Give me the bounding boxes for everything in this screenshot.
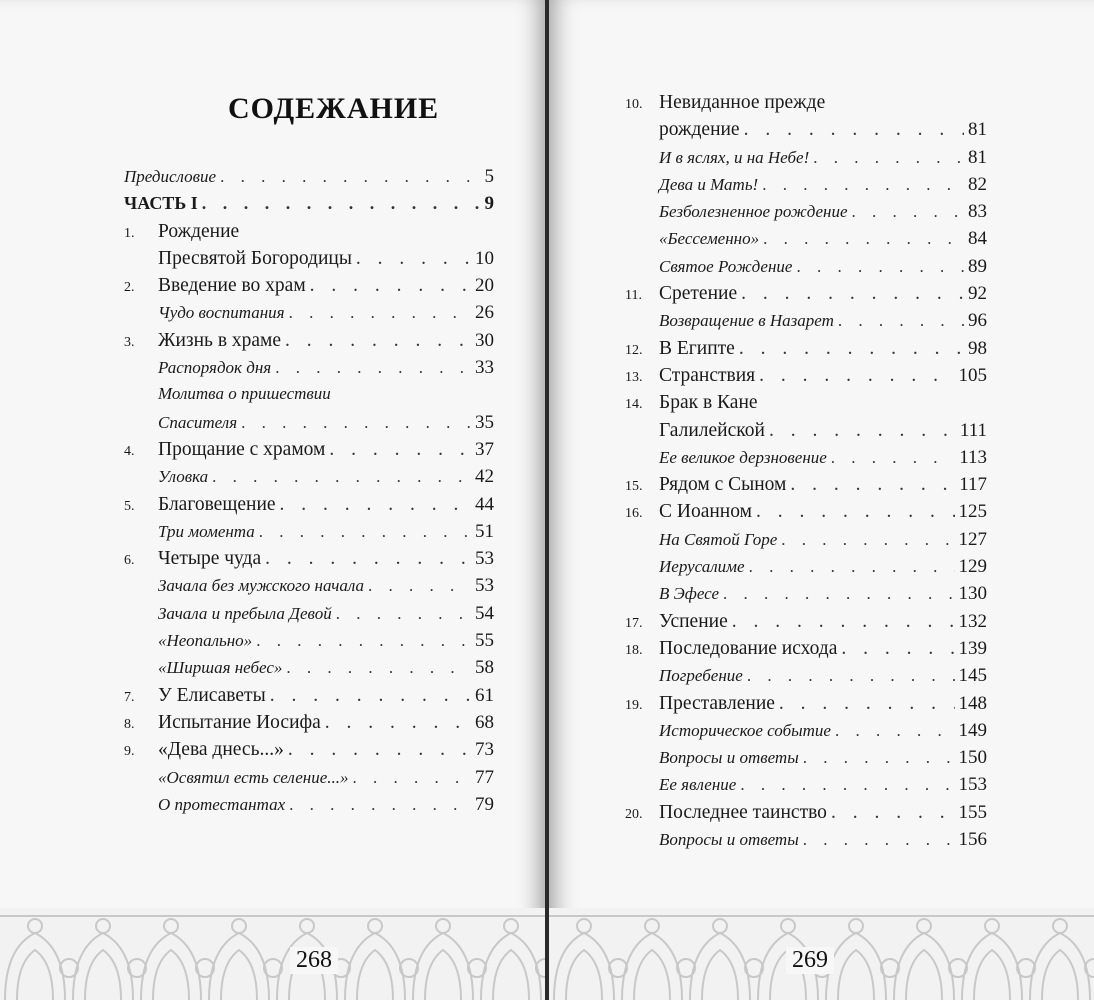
toc-entry-title: «Неопально»	[158, 631, 253, 651]
toc-entry	[625, 529, 987, 556]
toc-entry	[625, 638, 987, 665]
toc-entry-title: Преставление	[659, 692, 775, 714]
toc-entry	[124, 221, 494, 248]
toc-list-right	[625, 92, 987, 856]
chapter-number: 1.	[124, 225, 135, 241]
toc-entry	[124, 412, 494, 439]
toc-entry-title: Успение	[659, 610, 728, 632]
toc-page-number: 44	[475, 493, 494, 515]
dot-leader	[329, 439, 471, 461]
dot-leader	[289, 303, 471, 323]
toc-page-number: 73	[475, 739, 494, 761]
dot-leader	[286, 658, 471, 678]
dot-leader	[835, 721, 955, 741]
toc-page-number: 139	[958, 637, 987, 659]
toc-entry-title: Возвращение в Назарет	[659, 311, 834, 331]
toc-entry	[625, 228, 987, 255]
chapter-number: 14.	[625, 397, 643, 413]
toc-page-number: 33	[475, 357, 494, 379]
page-title: СОДЕЖАНИЕ	[228, 92, 440, 125]
toc-entry	[124, 384, 494, 411]
toc-entry-title: Четыре чуда	[158, 548, 262, 570]
dot-leader	[803, 748, 955, 768]
toc-entry-title: Святое Рождение	[659, 256, 793, 276]
toc-entry-title: Иерусалиме	[659, 557, 745, 577]
toc-page-number: 77	[475, 766, 494, 788]
toc-entry-title: Молитва о пришествии	[158, 384, 331, 404]
toc-entry-title: Зачала и пребыла Девой	[158, 603, 332, 623]
toc-page-number: 111	[959, 419, 987, 441]
toc-entry-title: В Эфесе	[659, 584, 720, 604]
toc-entry	[625, 338, 987, 365]
toc-entry-title: В Египте	[659, 337, 735, 359]
right-page	[549, 0, 1094, 1000]
dot-leader	[831, 448, 955, 468]
toc-page-number: 9	[484, 193, 494, 215]
chapter-number: 12.	[625, 342, 643, 358]
left-page	[0, 0, 545, 1000]
chapter-number: 11.	[625, 288, 642, 304]
page-number-left: 268	[290, 947, 338, 974]
dot-leader	[265, 548, 471, 570]
toc-entry	[124, 767, 494, 794]
toc-entry-title: Последование исхода	[659, 637, 838, 659]
toc-entry-title: Ее явление	[659, 775, 737, 795]
dot-leader	[831, 802, 955, 824]
toc-page-number: 155	[958, 801, 987, 823]
toc-entry-title: Распорядок дня	[158, 358, 272, 378]
toc-entry-title: Спасителя	[158, 412, 238, 432]
dot-leader	[769, 420, 956, 442]
toc-entry	[625, 774, 987, 801]
toc-entry	[625, 119, 987, 146]
toc-page-number: 82	[968, 173, 987, 195]
toc-entry-title: Испытание Иосифа	[158, 711, 321, 733]
page-number-right: 269	[786, 947, 834, 974]
dot-leader	[259, 522, 471, 542]
dot-leader	[241, 413, 471, 433]
toc-entry	[124, 739, 494, 766]
chapter-number: 10.	[625, 97, 643, 112]
toc-entry-title: ЧАСТЬ I	[124, 193, 198, 214]
toc-entry-title: Пресвятой Богородицы	[158, 247, 352, 269]
toc-entry-title: Зачала без мужского начала	[158, 576, 364, 596]
toc-entry-title: «Дева днесь...»	[158, 739, 284, 761]
toc-entry	[124, 357, 494, 384]
dot-leader	[368, 576, 471, 596]
toc-entry	[625, 92, 987, 119]
toc-page-number: 130	[958, 583, 987, 605]
toc-entry	[124, 794, 494, 821]
toc-entry	[625, 747, 987, 774]
toc-entry	[625, 283, 987, 310]
toc-entry-title: Три момента	[158, 521, 255, 541]
toc-entry	[625, 256, 987, 283]
toc-entry	[625, 693, 987, 720]
toc-list-left	[124, 166, 494, 821]
chapter-number: 15.	[625, 479, 643, 495]
toc-entry	[625, 501, 987, 528]
dot-leader	[744, 119, 964, 141]
toc-page-number: 127	[958, 528, 987, 550]
toc-entry	[124, 330, 494, 357]
toc-entry-title: Рождение	[158, 220, 240, 242]
toc-entry	[625, 583, 987, 610]
dot-leader	[779, 693, 955, 715]
chapter-number: 16.	[625, 506, 643, 522]
toc-entry	[625, 147, 987, 174]
toc-page-number: 148	[958, 692, 987, 714]
dot-leader	[256, 631, 471, 651]
toc-entry	[124, 685, 494, 712]
dot-leader	[739, 338, 964, 360]
toc-entry-title: И в яслях, и на Небе!	[659, 147, 810, 167]
toc-entry-title: Введение во храм	[158, 275, 306, 297]
dot-leader	[202, 193, 481, 214]
chapter-number: 9.	[124, 744, 135, 760]
toc-page-number: 89	[968, 255, 987, 277]
toc-entry	[124, 657, 494, 684]
toc-page-number: 156	[958, 829, 987, 851]
toc-entry-title: Дева и Мать!	[659, 174, 759, 194]
dot-leader	[838, 311, 964, 331]
toc-entry	[124, 302, 494, 329]
chapter-number: 5.	[124, 498, 135, 514]
dot-leader	[740, 775, 954, 795]
toc-entry-title: Последнее таинство	[659, 801, 827, 823]
toc-page-number: 113	[959, 446, 987, 468]
toc-page-number: 98	[968, 337, 987, 359]
toc-entry	[625, 829, 987, 856]
toc-page-number: 150	[958, 747, 987, 769]
dot-leader	[756, 501, 955, 523]
dot-leader	[762, 175, 964, 195]
toc-entry-title: Рядом с Сыном	[659, 474, 787, 496]
dot-leader	[325, 712, 471, 734]
toc-entry	[625, 665, 987, 692]
chapter-number: 2.	[124, 280, 135, 296]
toc-page-number: 35	[475, 411, 494, 433]
toc-entry	[124, 494, 494, 521]
toc-page-number: 105	[958, 364, 987, 386]
toc-page-number: 81	[968, 119, 987, 141]
toc-entry	[625, 802, 987, 829]
toc-entry	[124, 275, 494, 302]
chapter-number: 17.	[625, 615, 643, 631]
toc-page-number: 117	[959, 474, 987, 496]
toc-entry-title: Уловка	[158, 467, 209, 487]
chapter-number: 7.	[124, 689, 135, 705]
dot-leader	[749, 557, 955, 577]
toc-page-number: 20	[475, 275, 494, 297]
toc-entry-title: Историческое событие	[659, 720, 831, 740]
toc-page-number: 132	[958, 610, 987, 632]
toc-entry-title: О протестантах	[158, 794, 286, 814]
toc-entry-title: Прощание с храмом	[158, 438, 326, 460]
toc-entry	[625, 365, 987, 392]
toc-page-number: 125	[958, 501, 987, 523]
dot-leader	[747, 666, 955, 686]
toc-entry-title: Чудо воспитания	[158, 303, 285, 323]
toc-entry	[124, 548, 494, 575]
toc-page-number: 54	[475, 602, 494, 624]
toc-entry-title: «Освятил есть селение...»	[158, 767, 349, 787]
dot-leader	[270, 685, 471, 707]
dot-leader	[813, 148, 964, 168]
toc-entry-title: На Святой Горе	[659, 529, 778, 549]
chapter-number: 3.	[124, 334, 135, 350]
dot-leader	[212, 467, 471, 487]
chapter-number: 8.	[124, 716, 135, 732]
toc-page-number: 79	[475, 793, 494, 815]
toc-page-number: 53	[475, 548, 494, 570]
toc-entry	[124, 248, 494, 275]
toc-entry	[625, 556, 987, 583]
chapter-number: 20.	[625, 806, 643, 822]
toc-entry-title: Галилейской	[659, 419, 765, 441]
toc-page-number: 42	[475, 466, 494, 488]
toc-entry	[124, 166, 494, 193]
toc-entry-title: Вопросы и ответы	[659, 830, 799, 850]
dot-leader	[796, 257, 964, 277]
toc-page-number: 58	[475, 657, 494, 679]
dot-leader	[275, 358, 471, 378]
dot-leader	[336, 604, 471, 624]
toc-entry	[124, 630, 494, 657]
chapter-number: 6.	[124, 553, 135, 569]
toc-page-number: 145	[958, 665, 987, 687]
chapter-number: 19.	[625, 697, 643, 713]
chapter-number: 4.	[124, 443, 135, 459]
toc-entry	[625, 611, 987, 638]
toc-entry	[124, 575, 494, 602]
lace-ornament-icon	[0, 908, 545, 1000]
toc-entry	[124, 603, 494, 630]
toc-entry-title: Сретение	[659, 283, 738, 305]
toc-entry	[625, 447, 987, 474]
toc-page-number: 26	[475, 302, 494, 324]
toc-entry-title: Погребение	[659, 666, 743, 686]
toc-entry	[625, 310, 987, 337]
dot-leader	[356, 248, 471, 270]
toc-entry-title: Невиданное прежде	[659, 92, 826, 113]
dot-leader	[741, 283, 964, 305]
toc-page-number: 61	[475, 684, 494, 706]
toc-entry	[625, 201, 987, 228]
toc-entry-title: Вопросы и ответы	[659, 748, 799, 768]
toc-entry-title: Безболезненное рождение	[659, 202, 848, 222]
dot-leader	[841, 638, 954, 660]
chapter-number: 13.	[625, 369, 643, 385]
toc-entry	[124, 193, 494, 220]
toc-entry-title: С Иоанном	[659, 501, 752, 523]
toc-page-number: 83	[968, 201, 987, 223]
toc-page-number: 37	[475, 438, 494, 460]
toc-page-number: 10	[475, 247, 494, 269]
dot-leader	[852, 202, 964, 222]
dot-leader	[723, 584, 954, 604]
toc-page-number: 129	[958, 556, 987, 578]
toc-page-number: 30	[475, 329, 494, 351]
chapter-number: 18.	[625, 642, 643, 658]
toc-entry-title: «Бессеменно»	[659, 229, 760, 249]
toc-page-number: 51	[475, 520, 494, 542]
dot-leader	[353, 768, 471, 788]
dot-leader	[285, 330, 471, 352]
toc-page-number: 53	[475, 575, 494, 597]
toc-page-number: 92	[968, 283, 987, 305]
toc-page-number: 68	[475, 711, 494, 733]
toc-page-number: 84	[968, 228, 987, 250]
dot-leader	[790, 474, 955, 496]
toc-entry-title: Благовещение	[158, 493, 276, 515]
dot-leader	[310, 275, 471, 297]
toc-entry-title: Жизнь в храме	[158, 329, 282, 351]
toc-page-number: 5	[484, 166, 494, 187]
dot-leader	[781, 530, 954, 550]
toc-entry	[124, 439, 494, 466]
toc-entry	[625, 720, 987, 747]
dot-leader	[763, 229, 964, 249]
dot-leader	[803, 830, 955, 850]
dot-leader	[289, 795, 471, 815]
dot-leader	[220, 167, 480, 187]
toc-entry-title: Предисловие	[124, 167, 217, 186]
dot-leader	[280, 494, 471, 516]
dot-leader	[759, 365, 954, 387]
dot-leader	[732, 611, 955, 633]
toc-entry	[124, 521, 494, 548]
toc-entry-title: У Елисаветы	[158, 684, 266, 706]
toc-entry-title: Ее великое дерзновение	[659, 447, 827, 467]
toc-entry	[625, 174, 987, 201]
toc-entry-title: «Ширшая небес»	[158, 658, 283, 678]
toc-entry	[124, 466, 494, 493]
toc-entry-title: Странствия	[659, 364, 756, 386]
toc-entry-title: Брак в Кане	[659, 392, 758, 414]
toc-entry-title: рождение	[659, 119, 740, 141]
toc-entry	[124, 712, 494, 739]
toc-page-number: 149	[958, 719, 987, 741]
toc-page-number: 96	[968, 310, 987, 332]
toc-entry	[625, 420, 987, 447]
toc-page-number: 153	[958, 774, 987, 796]
dot-leader	[288, 739, 471, 761]
toc-page-number: 81	[968, 146, 987, 168]
toc-entry	[625, 392, 987, 419]
toc-page-number: 55	[475, 630, 494, 652]
toc-entry	[625, 474, 987, 501]
